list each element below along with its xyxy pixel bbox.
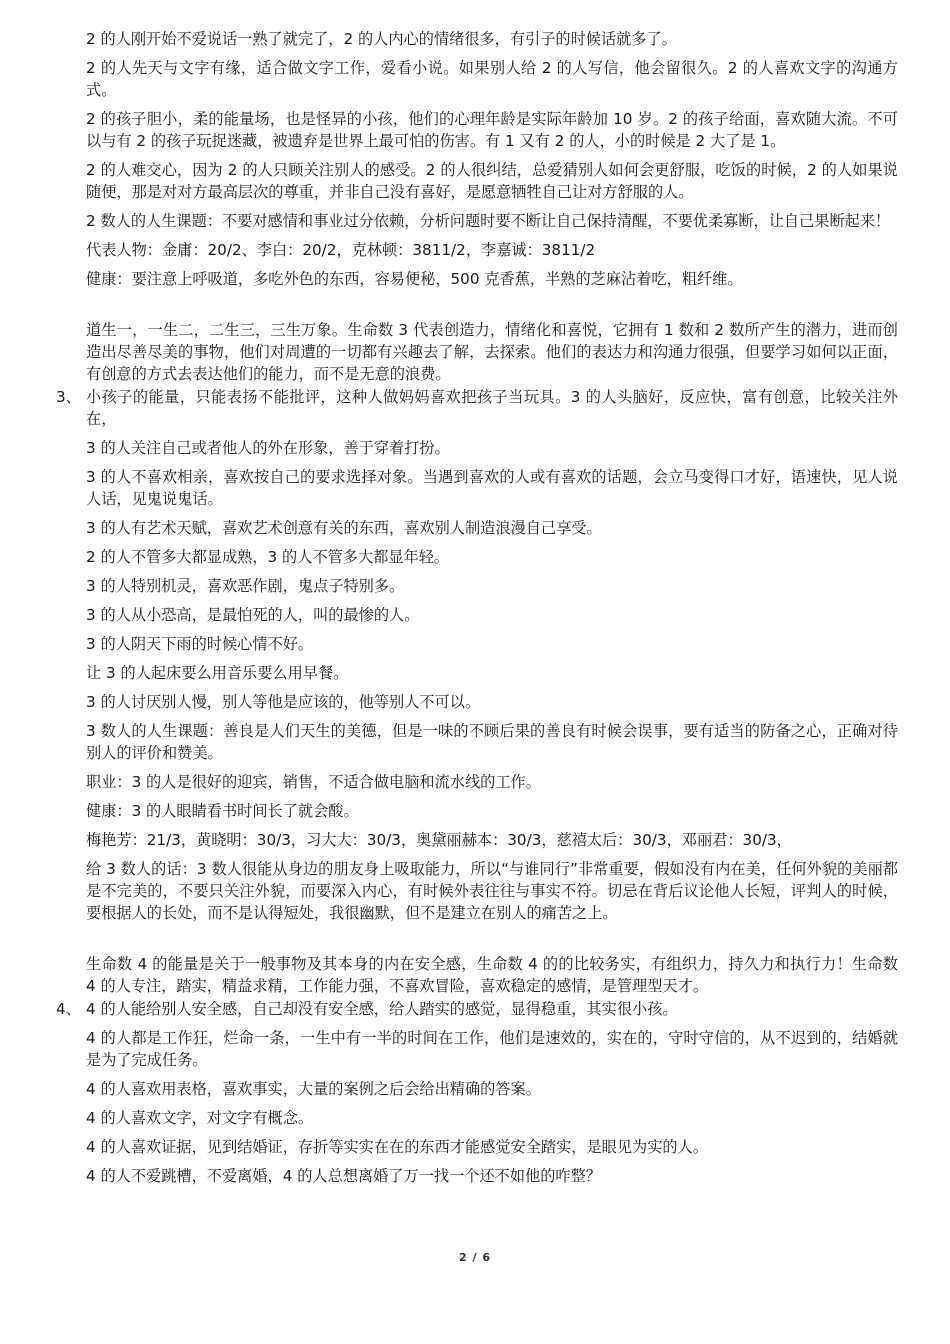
paragraph: 2 的人刚开始不爱说话一熟了就完了，2 的人内心的情绪很多，有引子的时候话就多了。 [86, 30, 677, 48]
numbered-item-text: 4 的人能给别人安全感，自己却没有安全感，给人踏实的感觉，显得稳重，其实很小孩。 [86, 1000, 678, 1018]
paragraph: 4 的人喜欢用表格，喜欢事实，大量的案例之后会给出精确的答案。 [86, 1080, 541, 1098]
paragraph: 4 的人都是工作狂，烂命一条，一生中有一半的时间在工作，他们是速效的，实在的，守时守信的，从不迟到的，结婚就是为了完成任务。 [86, 1029, 898, 1069]
paragraph: 2 的人先天与文字有缘，适合做文字工作，爱看小说。如果别人给 2 的人写信，他会留很久。2 的人喜欢文字的沟通方式。 [86, 59, 898, 99]
paragraph: 2 的孩子胆小，柔的能量场，也是怪异的小孩，他们的心理年龄是实际年龄加 10 岁。2 的孩子给面，喜欢随大流。不可以与有 2 的孩子玩捉迷藏，被遗弃是世界上最可怕的伤害。有 1 又有 2 的人，小的时候是 2 大了是 1。 [86, 110, 898, 150]
paragraph: 给 3 数人的话：3 数人很能从身边的朋友身上吸取能力，所以“与谁同行”非常重要，假如没有内在美，任何外貌的美丽都是不完美的，不要只关注外貌，而要深入内心，有时候外表往往与事实不符。切忌在背后议论他人长短，评判人的时候，要根据人的长处，而不是认得短处，我很幽默，但不是建立在别人的痛苦之上。 [86, 860, 898, 922]
section-spacer [56, 297, 898, 319]
section-2 [56, 28, 898, 290]
list-number: 3、 [56, 388, 81, 406]
paragraph: 2 的人不管多大都显成熟，3 的人不管多大都显年轻。 [86, 548, 450, 566]
health-paragraph: 健康：要注意上呼吸道，多吃外色的东西，容易便秘，500 克香蕉，半熟的芝麻沾着吃，粗纤维。 [86, 270, 743, 288]
numbered-item-text: 小孩子的能量，只能表扬不能批评，这种人做妈妈喜欢把孩子当玩具。3 的人头脑好，反应快，富有创意，比较关注外在， [86, 388, 898, 428]
paragraph: 3 的人阴天下雨的时候心情不好。 [86, 635, 314, 653]
paragraph: 3 的人关注自己或者他人的外在形象，善于穿着打扮。 [86, 439, 450, 457]
paragraph: 4 的人不爱跳槽，不爱离婚，4 的人总想离婚了万一找一个还不如他的咋整？ [86, 1167, 601, 1185]
paragraph: 3 的人特别机灵，喜欢恶作剧，鬼点子特别多。 [86, 577, 405, 595]
section-3 [56, 319, 898, 924]
section-intro: 道生一，一生二，二生三，三生万象。生命数 3 代表创造力，情绪化和喜悦，它拥有 1 数和 2 数所产生的潜力，进而创造出尽善尽美的事物，他们对周遭的一切都有兴趣去了解，去探索。他们的表达力和沟通力很强，但要学习如何以正面，有创意的方式去表达他们的能力，而不是无意的浪费。 [86, 321, 898, 383]
paragraph: 4 的人喜欢文字，对文字有概念。 [86, 1109, 314, 1127]
representatives-paragraph: 代表人物：金庸：20/2、李白：20/2，克林顿：3811/2，李嘉诚：3811/2 [86, 241, 596, 259]
document-body [56, 28, 898, 1194]
paragraph: 3 的人不喜欢相亲，喜欢按自己的要求选择对象。当遇到喜欢的人或有喜欢的话题，会立马变得口才好，语速快，见人说人话，见鬼说鬼话。 [86, 468, 898, 508]
paragraph: 让 3 的人起床要么用音乐要么用早餐。 [86, 664, 349, 682]
paragraph: 2 数人的人生课题：不要对感情和事业过分依赖，分析问题时要不断让自己保持清醒，不要优柔寡断，让自己果断起来！ [86, 212, 891, 230]
page-number: 2 / 6 [459, 1251, 491, 1264]
list-number: 4、 [56, 1000, 81, 1018]
paragraph: 4 的人喜欢证据，见到结婚证，存折等实实在在的东西才能感觉安全踏实，是眼见为实的人。 [86, 1138, 708, 1156]
paragraph: 3 数人的人生课题：善良是人们天生的美德，但是一味的不顾后果的善良有时候会误事，要有适当的防备之心，正确对待别人的评价和赞美。 [86, 722, 898, 762]
paragraph: 3 的人有艺术天赋，喜欢艺术创意有关的东西，喜欢别人制造浪漫自己享受。 [86, 519, 602, 537]
paragraph: 2 的人难交心，因为 2 的人只顾关注别人的感受。2 的人很纠结，总爱猜别人如何会更舒服，吃饭的时候，2 的人如果说随便，那是对对方最高层次的尊重，并非自己没有喜好，是愿意牺牲自己让对方舒服的人。 [86, 161, 898, 201]
numbered-item [56, 386, 898, 430]
numbered-item [56, 998, 898, 1020]
paragraph: 梅艳芳：21/3，黄晓明：30/3，习大大：30/3，奥黛丽赫本：30/3，慈禧太后：30/3，邓丽君：30/3， [86, 831, 792, 849]
paragraph: 健康：3 的人眼睛看书时间长了就会酸。 [86, 802, 359, 820]
section-spacer [56, 931, 898, 953]
paragraph: 3 的人讨厌别人慢，别人等他是应该的，他等别人不可以。 [86, 693, 481, 711]
paragraph: 职业：3 的人是很好的迎宾，销售，不适合做电脑和流水线的工作。 [86, 773, 541, 791]
section-intro: 生命数 4 的能量是关于一般事物及其本身的内在安全感，生命数 4 的的比较务实，有组织力，持久力和执行力！生命数 4 的人专注，踏实，精益求精，工作能力强，不喜欢冒险，喜欢稳定的感情，是管理型天才。 [86, 955, 898, 995]
section-4 [56, 953, 898, 1187]
paragraph: 3 的人从小恐高，是最怕死的人，叫的最惨的人。 [86, 606, 420, 624]
